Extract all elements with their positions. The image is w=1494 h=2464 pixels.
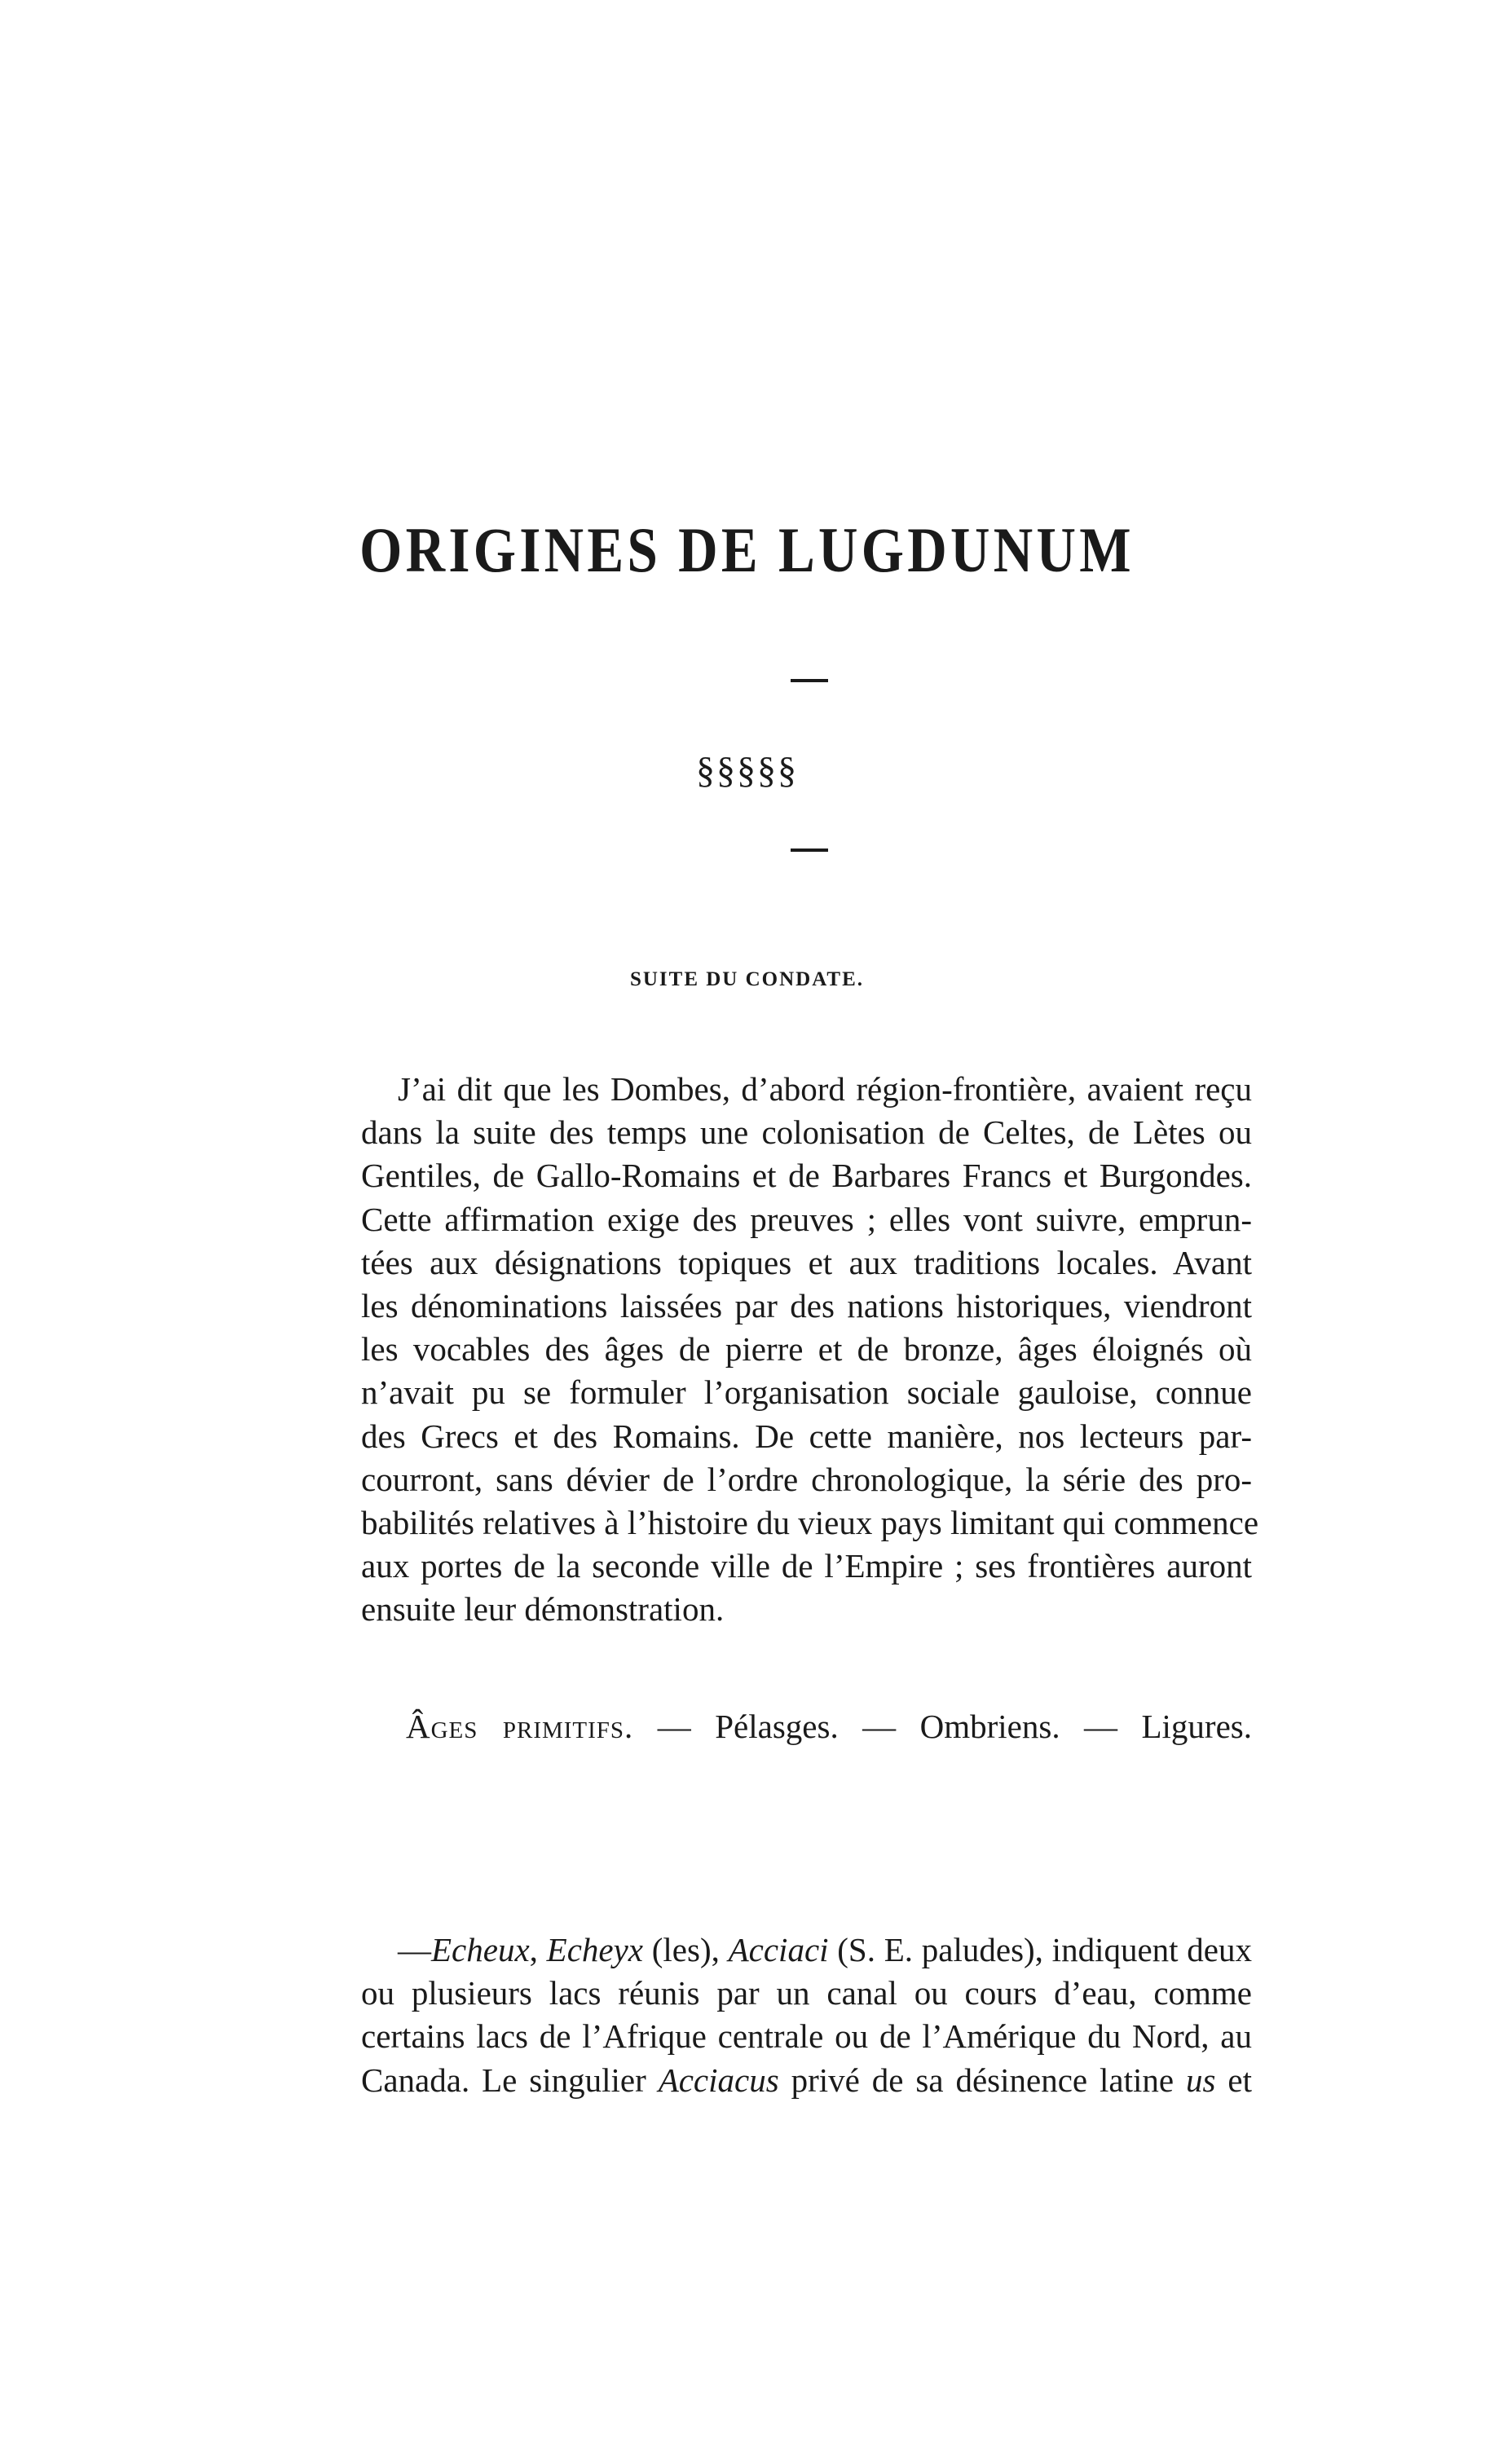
text-line: des Grecs et des Romains. De cette manière, nos lecteurs par-	[361, 1417, 1252, 1455]
section-heading: SUITE DU CONDATE.	[629, 968, 865, 990]
paragraph-intro	[361, 1068, 1259, 1631]
text-line: les vocables des âges de pierre et de bronze, âges éloignés où	[361, 1330, 1252, 1369]
latin-term: Acciacus	[658, 2061, 779, 2099]
text-fragment: (S. E. paludes), indiquent deux	[828, 1931, 1253, 1968]
text-line: ou plusieurs lacs réunis par un canal ou cours d’eau, comme	[361, 1974, 1252, 2012]
subsection-peoples: — Pélasges. — Ombriens. — Ligures.	[657, 1708, 1252, 1745]
text-line: tées aux désignations topiques et aux traditions locales. Avant	[361, 1243, 1252, 1281]
latin-term: Acciaci	[728, 1931, 829, 1968]
title-divider-bottom	[791, 849, 828, 852]
subsection-heading	[406, 1705, 1252, 1748]
text-line: J’ai dit que les Dombes, d’abord région-frontière, avaient reçu	[398, 1070, 1252, 1108]
subsection-label: Âges primitifs.	[406, 1708, 634, 1745]
text-line: les dénominations laissées par des nations historiques, viendront	[361, 1286, 1252, 1325]
text-fragment: (les),	[643, 1931, 729, 1968]
text-line: ensuite leur démonstration.	[361, 1590, 725, 1629]
place-name: Echeux	[431, 1931, 530, 1968]
text-line: certains lacs de l’Afrique centrale ou de l’Amérique du Nord, au	[361, 2017, 1252, 2056]
latin-suffix: us	[1186, 2061, 1216, 2099]
separator: ,	[529, 1931, 547, 1968]
text-line: Cette affirmation exige des preuves ; elles vont suivre, emprun-	[361, 1200, 1252, 1238]
text-line: courront, sans dévier de l’ordre chronologique, la série des pro-	[361, 1460, 1252, 1498]
paragraph-echeux	[361, 1928, 1252, 2102]
title-divider-top	[791, 679, 828, 682]
text-fragment: Canada. Le singulier	[361, 2061, 659, 2099]
text-line: n’avait pu se formuler l’organisation sociale gauloise, connue	[361, 1373, 1252, 1412]
text-fragment: privé de sa désinence latine	[778, 2061, 1187, 2099]
place-name: Echeyx	[546, 1931, 643, 1968]
text-fragment: et	[1215, 2061, 1252, 2099]
section-ornament: §§§§§	[696, 749, 798, 791]
text-line: Gentiles, de Gallo-Romains et de Barbares Francs et Burgondes.	[361, 1157, 1252, 1195]
text-line	[361, 2059, 1252, 2102]
text-line: aux portes de la seconde ville de l’Empire ; ses frontières auront	[361, 1547, 1252, 1585]
dash: —	[398, 1931, 431, 1968]
text-line: dans la suite des temps une colonisation de Celtes, de Lètes ou	[361, 1113, 1252, 1152]
text-line: babilités relatives à l’histoire du vieux pays limitant qui commence	[361, 1503, 1259, 1541]
text-line	[361, 1928, 1252, 1972]
page-title: ORIGINES DE LUGDUNUM	[359, 514, 1135, 585]
